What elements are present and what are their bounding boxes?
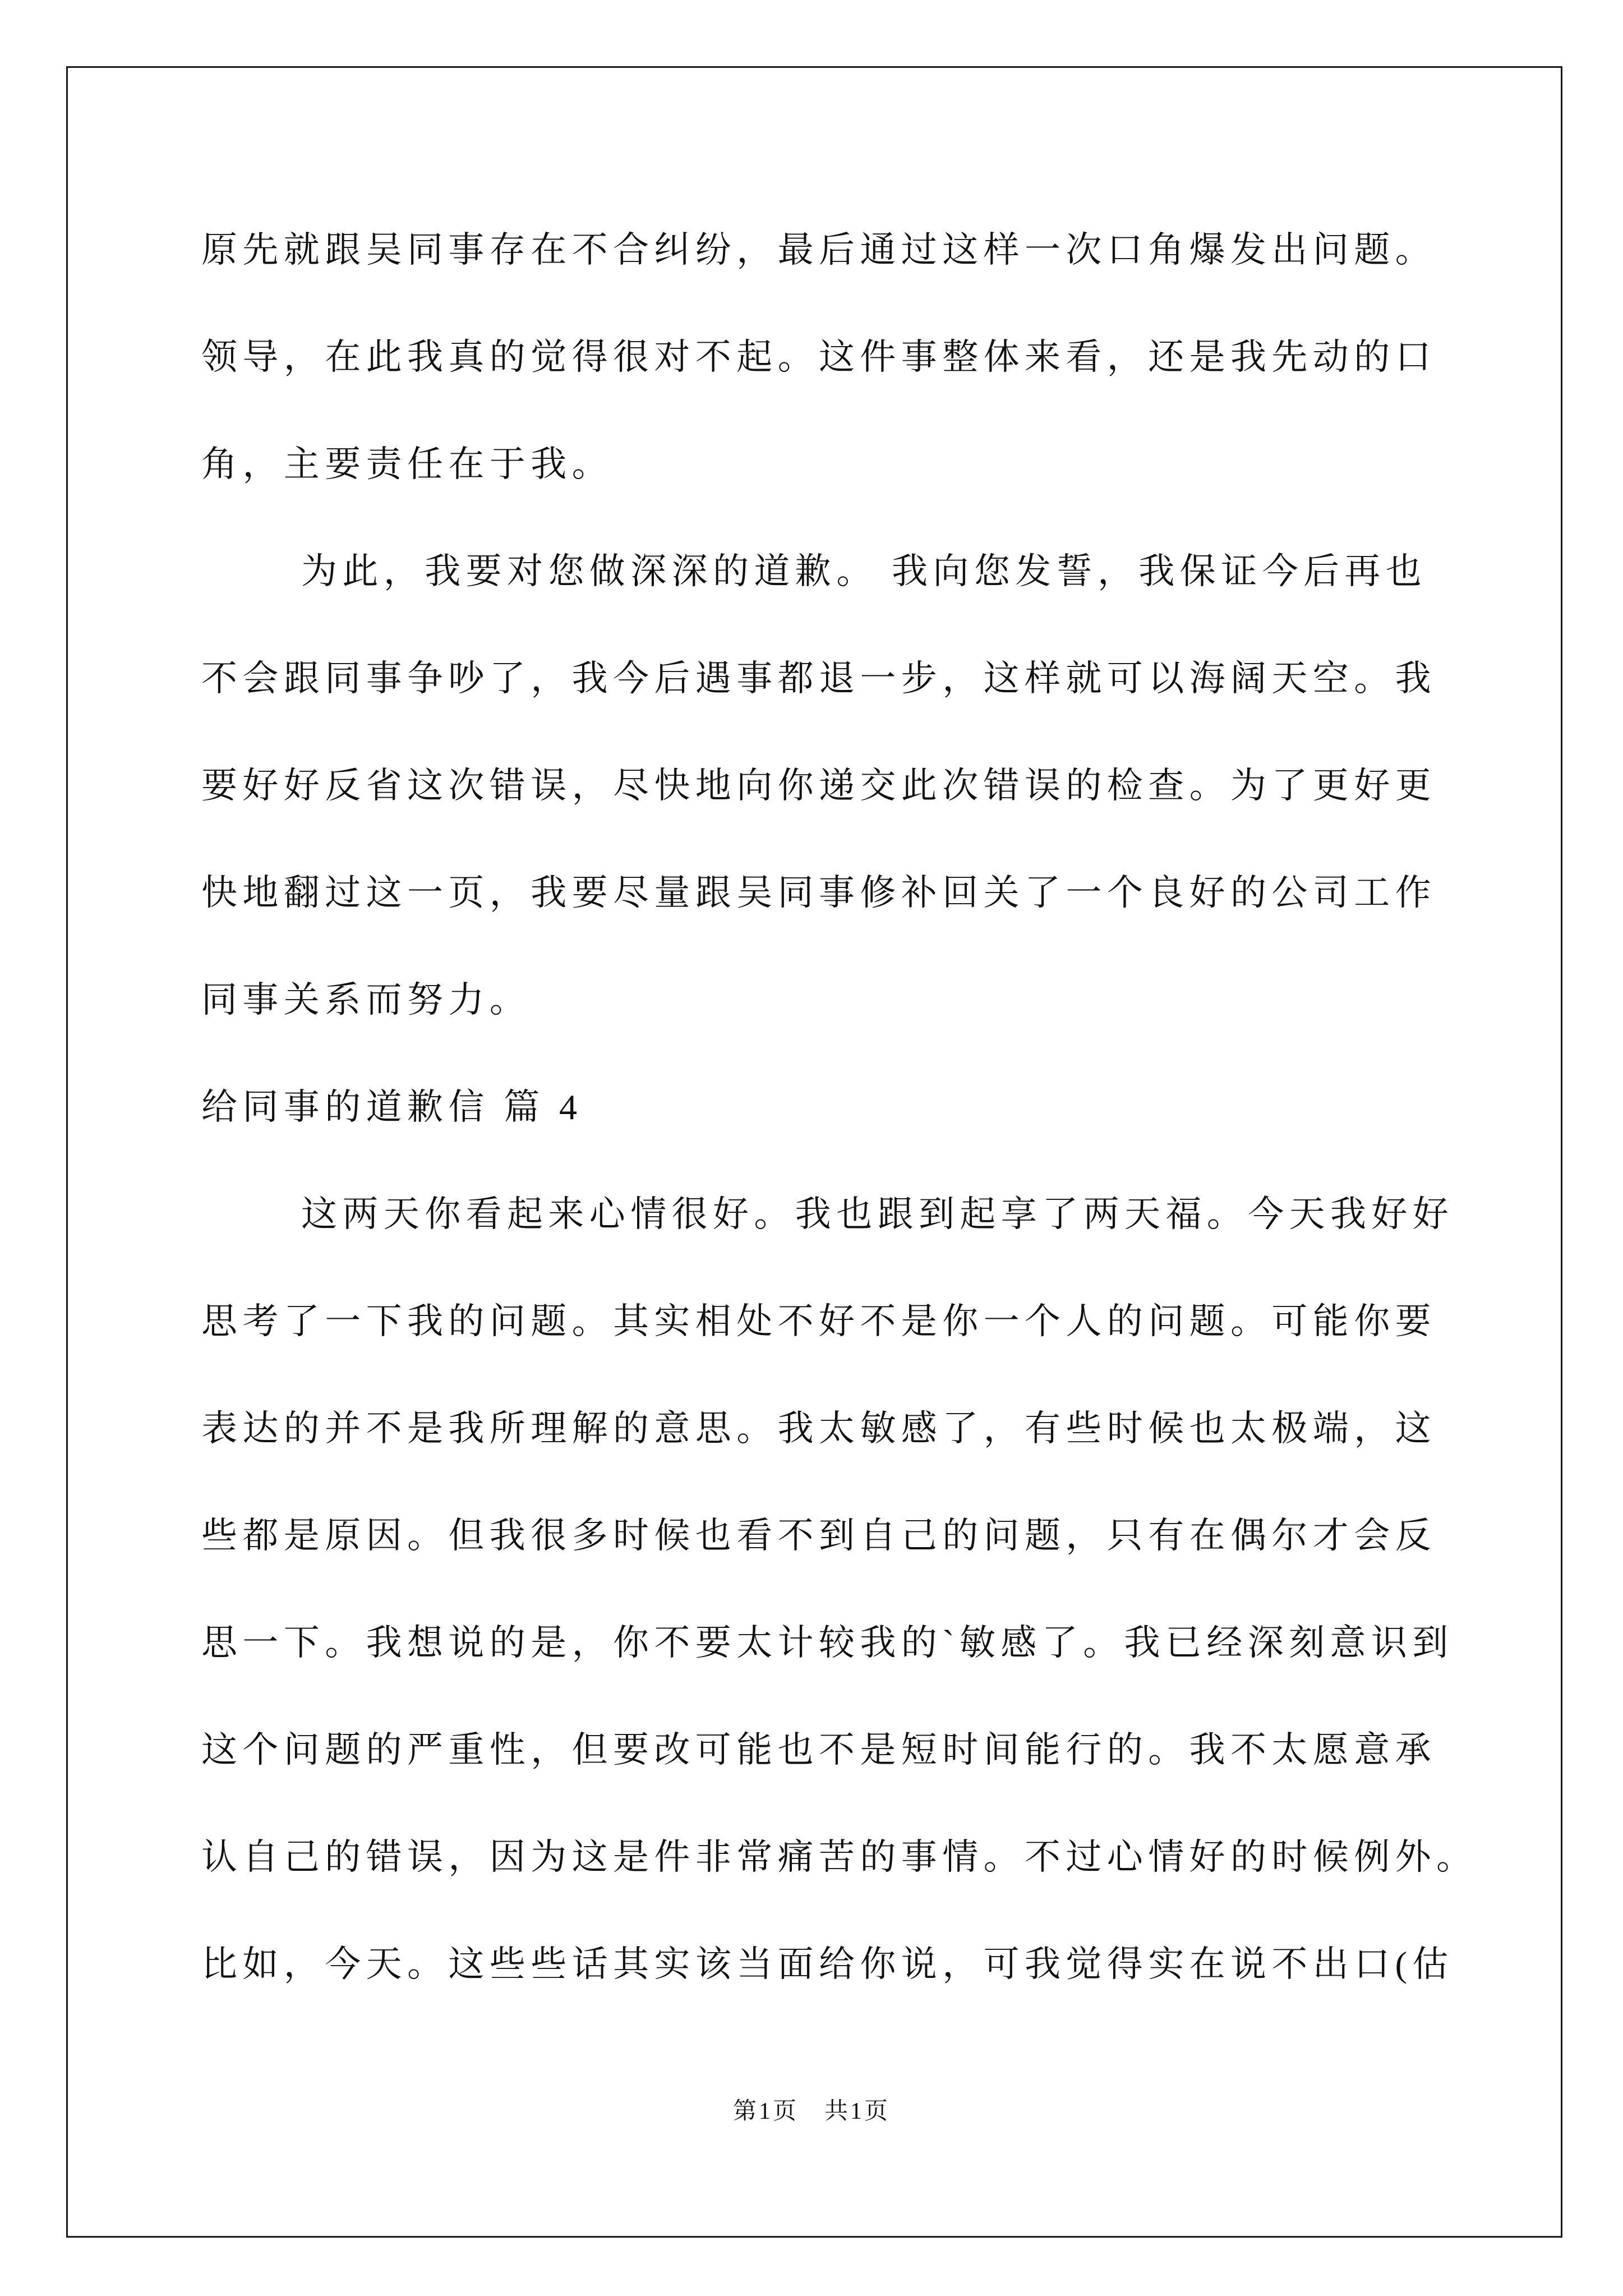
paragraph (201, 196, 1547, 518)
text-line: 这两天你看起来心情很好。我也跟到起享了两天福。今天我好好 (301, 1194, 1454, 1234)
page-number-footer: 第1页 共1页 (732, 2099, 890, 2124)
text-line: 不会跟同事争吵了，我今后遇事都退一步，这样就可以海阔天空。我 (201, 659, 1436, 698)
paragraph (201, 1161, 1547, 2018)
text-line: 表达的并不是我所理解的意思。我太敏感了，有些时候也太极端，这 (201, 1409, 1436, 1448)
text-line: 同事关系而努力。 (201, 980, 531, 1020)
text-line: 角，主要责任在于我。 (201, 444, 613, 484)
text-line: 要好好反省这次错误，尽快地向你递交此次错误的检查。为了更好更 (201, 766, 1436, 806)
text-line: 领导，在此我真的觉得很对不起。这件事整体来看，还是我先动的口 (201, 337, 1436, 377)
text-line: 为此，我要对您做深深的道歉。 我向您发誓，我保证今后再也 (301, 551, 1427, 591)
text-line: 原先就跟吴同事存在不合纠纷，最后通过这样一次口角爆发出问题。 (201, 230, 1436, 270)
text-line: 快地翻过这一页，我要尽量跟吴同事修补回关了一个良好的公司工作 (201, 873, 1436, 913)
text-line: 这个问题的严重性，但要改可能也不是短时间能行的。我不太愿意承 (201, 1730, 1436, 1770)
text-line: 思考了一下我的问题。其实相处不好不是你一个人的问题。可能你要 (201, 1301, 1436, 1341)
text-line: 思一下。我想说的是，你不要太计较我的`敏感了。我已经深刻意识到 (201, 1623, 1454, 1663)
document-body (201, 196, 1547, 2018)
paragraph (201, 518, 1547, 1053)
section-heading: 给同事的道歉信 篇 4 (201, 1087, 583, 1127)
text-line: 些都是原因。但我很多时候也看不到自己的问题，只有在偶尔才会反 (201, 1516, 1436, 1556)
text-line: 认自己的错误，因为这是件非常痛苦的事情。不过心情好的时候例外。 (201, 1837, 1478, 1877)
text-line: 比如，今天。这些些话其实该当面给你说，可我觉得实在说不出口(估 (201, 1944, 1454, 1984)
